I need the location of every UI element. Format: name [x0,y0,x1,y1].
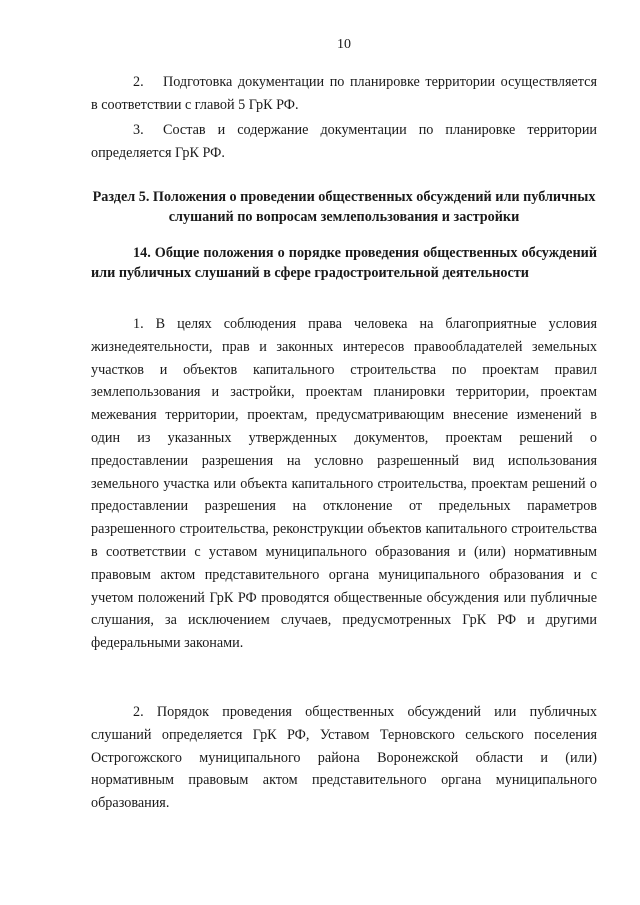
section-title: Раздел 5. Положения о проведении общественных обсуждений или публичных слушаний по вопросам землепользования и застройки [92,189,596,225]
list-item-2-text: Подготовка документации по планировке территории осуществляется в соответствии с главой 5 ГрК РФ. [91,74,597,113]
page-number: 10 [337,37,351,52]
article-title: 14. Общие положения о порядке проведения общественных обсуждений или публичных слушаний в сфере градостроительной деятельности [91,245,597,281]
paragraph-1: 1. В целях соблюдения права человека на благоприятные условия жизнедеятельности, прав и законных интересов правообладателей земельных участков и объектов капитального строительства по проектам правил землепользования и застройки, проектам планировки территории, проектам межевания территории, проектам, предусматривающим внесение изменений в один из указанных утвержденных документов, проектам решений о предоставлении разрешения на условно разрешенный вид использования земельного участка или объекта капитального строительства, проектам решений о предоставлении разрешения на отклонение от предельных параметров разрешенного строительства, реконструкции объектов капитального строительства в соответствии с уставом муниципального образования и (или) нормативным правовым актом представительного органа муниципального образования и с учетом положений ГрК РФ проводятся общественные обсуждения или публичные слушания, за исключением случаев, предусмотренных ГрК РФ и другими федеральными законами. [91,316,597,652]
list-item-3-text: Состав и содержание документации по планировке территории определяется ГрК РФ. [91,122,597,161]
paragraph-2: 2. Порядок проведения общественных обсуждений или публичных слушаний определяется ГрК РФ, Уставом Терновского сельского поселения Острогожского муниципального района Воронежской области и (или) нормативным правовым актом представительного органа муниципального образования. [91,704,597,812]
list-item-3-number: 3. [133,122,144,138]
list-item-2-number: 2. [133,74,144,90]
list-item-2 [91,71,597,117]
list-item-3 [91,119,597,165]
